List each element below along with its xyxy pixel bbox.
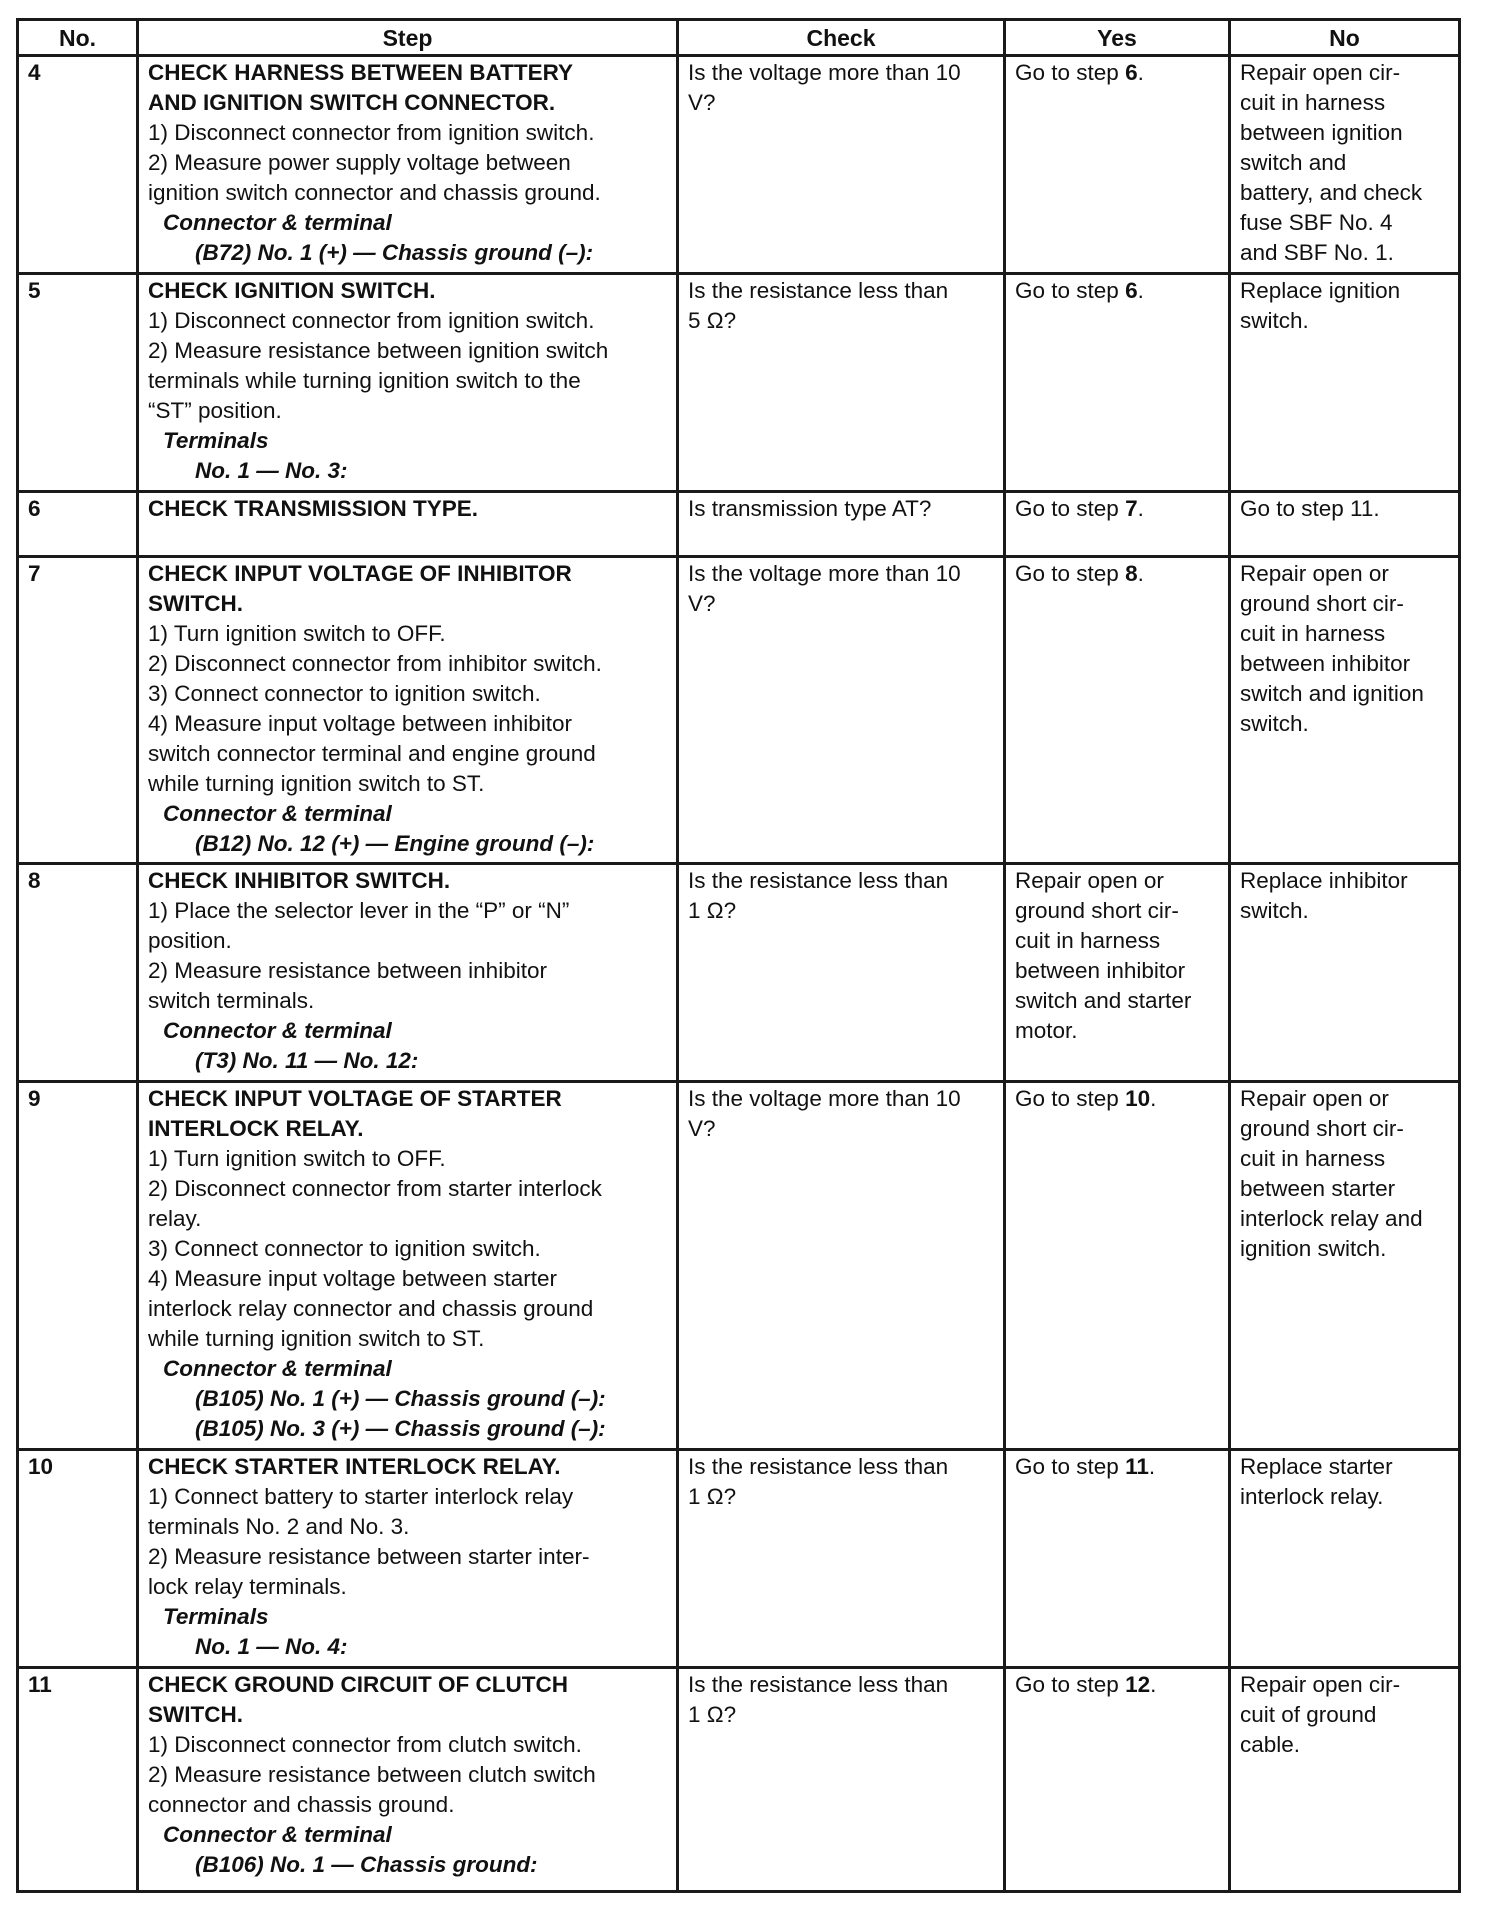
yes-step-ref: 7 — [1125, 496, 1138, 521]
header-row — [18, 20, 1460, 56]
yes-action-line: motor. — [1015, 1018, 1078, 1043]
step-cell — [138, 557, 678, 864]
no-action-line: cuit in harness — [1240, 90, 1386, 115]
no-action-line: between ignition — [1240, 120, 1403, 145]
step-title: CHECK STARTER INTERLOCK RELAY. — [148, 1454, 561, 1479]
yes-action-line: between inhibitor — [1015, 958, 1186, 983]
yes-cell — [1005, 274, 1230, 492]
yes-end: . — [1150, 1086, 1157, 1111]
step-instruction: “ST” position. — [148, 398, 282, 423]
header-no-result: No — [1230, 20, 1460, 56]
no-action-line: switch and — [1240, 150, 1347, 175]
step-instruction: position. — [148, 928, 232, 953]
step-instruction: interlock relay connector and chassis ground — [148, 1296, 594, 1321]
yes-cell — [1005, 56, 1230, 274]
no-cell — [1230, 864, 1460, 1082]
yes-end: . — [1137, 496, 1144, 521]
step-instruction: 1) Place the selector lever in the “P” or “N” — [148, 898, 570, 923]
yes-action — [1015, 1670, 1220, 1700]
step-instruction: 1) Connect battery to starter interlock relay — [148, 1484, 574, 1509]
no-cell — [1230, 56, 1460, 274]
yes-action — [1015, 559, 1220, 589]
no-action-line: Repair open or — [1240, 1086, 1389, 1111]
spec-label: Connector & terminal — [163, 1822, 392, 1847]
yes-action — [1015, 58, 1220, 88]
yes-cell — [1005, 557, 1230, 864]
step-instruction: 2) Measure resistance between starter inter- — [148, 1544, 590, 1569]
step-instruction: switch connector terminal and engine ground — [148, 741, 596, 766]
check-question: 1 Ω? — [688, 1702, 737, 1727]
yes-step-ref: 12 — [1125, 1672, 1151, 1697]
step-instruction: switch terminals. — [148, 988, 315, 1013]
step-number: 4 — [18, 56, 138, 274]
check-cell — [678, 492, 1005, 557]
spec-value: (B12) No. 12 (+) — Engine ground (–): — [195, 831, 595, 856]
step-instruction: terminals No. 2 and No. 3. — [148, 1514, 410, 1539]
step-cell — [138, 1668, 678, 1892]
table-row — [18, 274, 1460, 492]
step-instruction: 1) Turn ignition switch to OFF. — [148, 621, 446, 646]
table-row — [18, 56, 1460, 274]
table-row — [18, 492, 1460, 557]
no-action-line: fuse SBF No. 4 — [1240, 210, 1393, 235]
spec-value: No. 1 — No. 4: — [195, 1634, 348, 1659]
spec-label: Terminals — [163, 428, 269, 453]
no-action-line: interlock relay. — [1240, 1484, 1384, 1509]
table-row — [18, 1668, 1460, 1892]
spec-value: No. 1 — No. 3: — [195, 458, 348, 483]
no-action-line: interlock relay and — [1240, 1206, 1423, 1231]
step-number: 9 — [18, 1082, 138, 1450]
check-cell — [678, 1668, 1005, 1892]
yes-action-line: switch and starter — [1015, 988, 1192, 1013]
step-instruction: relay. — [148, 1206, 202, 1231]
spec-value: (B105) No. 3 (+) — Chassis ground (–): — [195, 1416, 606, 1441]
step-instruction: 1) Disconnect connector from clutch switch. — [148, 1732, 582, 1757]
yes-cell — [1005, 1450, 1230, 1668]
step-instruction: 1) Turn ignition switch to OFF. — [148, 1146, 446, 1171]
yes-text: Go to step — [1015, 1454, 1126, 1479]
no-action-line: cuit in harness — [1240, 621, 1386, 646]
no-action-line: and SBF No. 1. — [1240, 240, 1394, 265]
yes-action-line: cuit in harness — [1015, 928, 1161, 953]
spec-label: Connector & terminal — [163, 1018, 392, 1043]
step-number: 11 — [18, 1668, 138, 1892]
check-cell — [678, 56, 1005, 274]
no-action-line: battery, and check — [1240, 180, 1423, 205]
step-title: SWITCH. — [148, 591, 243, 616]
yes-action-line: Repair open or — [1015, 868, 1164, 893]
check-cell — [678, 864, 1005, 1082]
spec-label: Connector & terminal — [163, 210, 392, 235]
yes-text: Go to step — [1015, 496, 1126, 521]
step-title: CHECK GROUND CIRCUIT OF CLUTCH — [148, 1672, 568, 1697]
step-title: INTERLOCK RELAY. — [148, 1116, 364, 1141]
no-action-line: Replace starter — [1240, 1454, 1393, 1479]
yes-text: Go to step — [1015, 278, 1126, 303]
check-cell — [678, 274, 1005, 492]
yes-step-ref: 11 — [1125, 1454, 1149, 1479]
no-action-line: switch and ignition — [1240, 681, 1424, 706]
check-question: V? — [688, 90, 716, 115]
no-cell — [1230, 557, 1460, 864]
header-check: Check — [678, 20, 1005, 56]
yes-cell — [1005, 492, 1230, 557]
yes-cell — [1005, 864, 1230, 1082]
no-action-line: ground short cir- — [1240, 1116, 1404, 1141]
yes-action-line: ground short cir- — [1015, 898, 1179, 923]
no-action-line: cuit of ground — [1240, 1702, 1377, 1727]
step-instruction: connector and chassis ground. — [148, 1792, 455, 1817]
no-action-line: Repair open cir- — [1240, 1672, 1401, 1697]
yes-text: Go to step — [1015, 1672, 1126, 1697]
step-number: 5 — [18, 274, 138, 492]
step-instruction: ignition switch connector and chassis ground. — [148, 180, 601, 205]
yes-end: . — [1137, 561, 1144, 586]
table-row — [18, 864, 1460, 1082]
no-action-line: cable. — [1240, 1732, 1301, 1757]
yes-end: . — [1148, 1454, 1156, 1479]
yes-action — [1015, 276, 1220, 306]
check-cell — [678, 1082, 1005, 1450]
yes-text: Go to step — [1015, 561, 1126, 586]
spec-label: Terminals — [163, 1604, 269, 1629]
step-instruction: 2) Measure power supply voltage between — [148, 150, 571, 175]
step-cell — [138, 1082, 678, 1450]
spec-label: Connector & terminal — [163, 801, 392, 826]
yes-end: . — [1150, 1672, 1157, 1697]
yes-action — [1015, 1452, 1220, 1482]
check-question: Is the resistance less than — [688, 1672, 949, 1697]
step-cell — [138, 56, 678, 274]
no-action-line: switch. — [1240, 898, 1309, 923]
header-no: No. — [18, 20, 138, 56]
step-instruction: lock relay terminals. — [148, 1574, 347, 1599]
no-action-line: Repair open or — [1240, 561, 1389, 586]
check-cell — [678, 557, 1005, 864]
step-instruction: 2) Disconnect connector from starter interlock — [148, 1176, 602, 1201]
step-cell — [138, 492, 678, 557]
step-instruction: 4) Measure input voltage between starter — [148, 1266, 557, 1291]
spec-value: (B106) No. 1 — Chassis ground: — [195, 1852, 538, 1877]
step-title: CHECK INPUT VOLTAGE OF INHIBITOR — [148, 561, 572, 586]
step-instruction: 2) Measure resistance between clutch switch — [148, 1762, 596, 1787]
step-number: 8 — [18, 864, 138, 1082]
table-row — [18, 1450, 1460, 1668]
no-action-line: Replace ignition — [1240, 278, 1401, 303]
step-instruction: 3) Connect connector to ignition switch. — [148, 681, 541, 706]
step-instruction: terminals while turning ignition switch to the — [148, 368, 581, 393]
check-question: Is the voltage more than 10 — [688, 1086, 961, 1111]
step-instruction: while turning ignition switch to ST. — [148, 1326, 485, 1351]
yes-action — [1015, 494, 1220, 524]
check-question: Is the resistance less than — [688, 278, 949, 303]
check-question: Is the voltage more than 10 — [688, 60, 961, 85]
step-instruction: 2) Disconnect connector from inhibitor switch. — [148, 651, 602, 676]
spec-value: (T3) No. 11 — No. 12: — [195, 1048, 419, 1073]
spec-value: (B72) No. 1 (+) — Chassis ground (–): — [195, 240, 594, 265]
yes-end: . — [1137, 60, 1144, 85]
spec-value: (B105) No. 1 (+) — Chassis ground (–): — [195, 1386, 606, 1411]
check-question: V? — [688, 1116, 716, 1141]
yes-step-ref: 10 — [1125, 1086, 1151, 1111]
step-number: 6 — [18, 492, 138, 557]
no-cell — [1230, 1668, 1460, 1892]
step-title: CHECK INHIBITOR SWITCH. — [148, 868, 451, 893]
yes-text: Go to step — [1015, 60, 1126, 85]
step-title: CHECK HARNESS BETWEEN BATTERY — [148, 60, 574, 85]
no-cell — [1230, 492, 1460, 557]
no-action-line: between starter — [1240, 1176, 1396, 1201]
check-question: Is the voltage more than 10 — [688, 561, 961, 586]
no-action-line: switch. — [1240, 308, 1309, 333]
step-title: CHECK TRANSMISSION TYPE. — [148, 496, 479, 521]
no-cell — [1230, 1450, 1460, 1668]
no-action-line: Go to step 11. — [1240, 496, 1380, 521]
step-cell — [138, 1450, 678, 1668]
check-cell — [678, 1450, 1005, 1668]
no-action-line: cuit in harness — [1240, 1146, 1386, 1171]
step-title: AND IGNITION SWITCH CONNECTOR. — [148, 90, 556, 115]
no-action-line: ground short cir- — [1240, 591, 1404, 616]
check-question: Is transmission type AT? — [688, 496, 932, 521]
check-question: V? — [688, 591, 716, 616]
spec-label: Connector & terminal — [163, 1356, 392, 1381]
step-instruction: 1) Disconnect connector from ignition switch. — [148, 120, 595, 145]
step-instruction: 1) Disconnect connector from ignition switch. — [148, 308, 595, 333]
step-instruction: while turning ignition switch to ST. — [148, 771, 485, 796]
step-title: SWITCH. — [148, 1702, 243, 1727]
header-step: Step — [138, 20, 678, 56]
diagnostic-table — [16, 18, 1461, 1893]
step-number: 7 — [18, 557, 138, 864]
no-action-line: Repair open cir- — [1240, 60, 1401, 85]
check-question: 5 Ω? — [688, 308, 737, 333]
step-instruction: 4) Measure input voltage between inhibitor — [148, 711, 573, 736]
yes-action — [1015, 1084, 1220, 1114]
step-number: 10 — [18, 1450, 138, 1668]
no-action-line: ignition switch. — [1240, 1236, 1387, 1261]
check-question: Is the resistance less than — [688, 868, 949, 893]
step-title: CHECK INPUT VOLTAGE OF STARTER — [148, 1086, 562, 1111]
no-action-line: between inhibitor — [1240, 651, 1411, 676]
yes-cell — [1005, 1082, 1230, 1450]
table-row — [18, 1082, 1460, 1450]
yes-end: . — [1137, 278, 1144, 303]
step-instruction: 2) Measure resistance between inhibitor — [148, 958, 547, 983]
no-cell — [1230, 1082, 1460, 1450]
step-instruction: 3) Connect connector to ignition switch. — [148, 1236, 541, 1261]
step-title: CHECK IGNITION SWITCH. — [148, 278, 436, 303]
check-question: Is the resistance less than — [688, 1454, 949, 1479]
yes-step-ref: 6 — [1125, 278, 1138, 303]
yes-step-ref: 6 — [1125, 60, 1138, 85]
no-cell — [1230, 274, 1460, 492]
no-action-line: switch. — [1240, 711, 1309, 736]
check-question: 1 Ω? — [688, 898, 737, 923]
yes-step-ref: 8 — [1125, 561, 1138, 586]
no-action-line: Replace inhibitor — [1240, 868, 1408, 893]
step-cell — [138, 274, 678, 492]
check-question: 1 Ω? — [688, 1484, 737, 1509]
table-row — [18, 557, 1460, 864]
step-instruction: 2) Measure resistance between ignition switch — [148, 338, 609, 363]
yes-text: Go to step — [1015, 1086, 1126, 1111]
header-yes: Yes — [1005, 20, 1230, 56]
step-cell — [138, 864, 678, 1082]
yes-cell — [1005, 1668, 1230, 1892]
